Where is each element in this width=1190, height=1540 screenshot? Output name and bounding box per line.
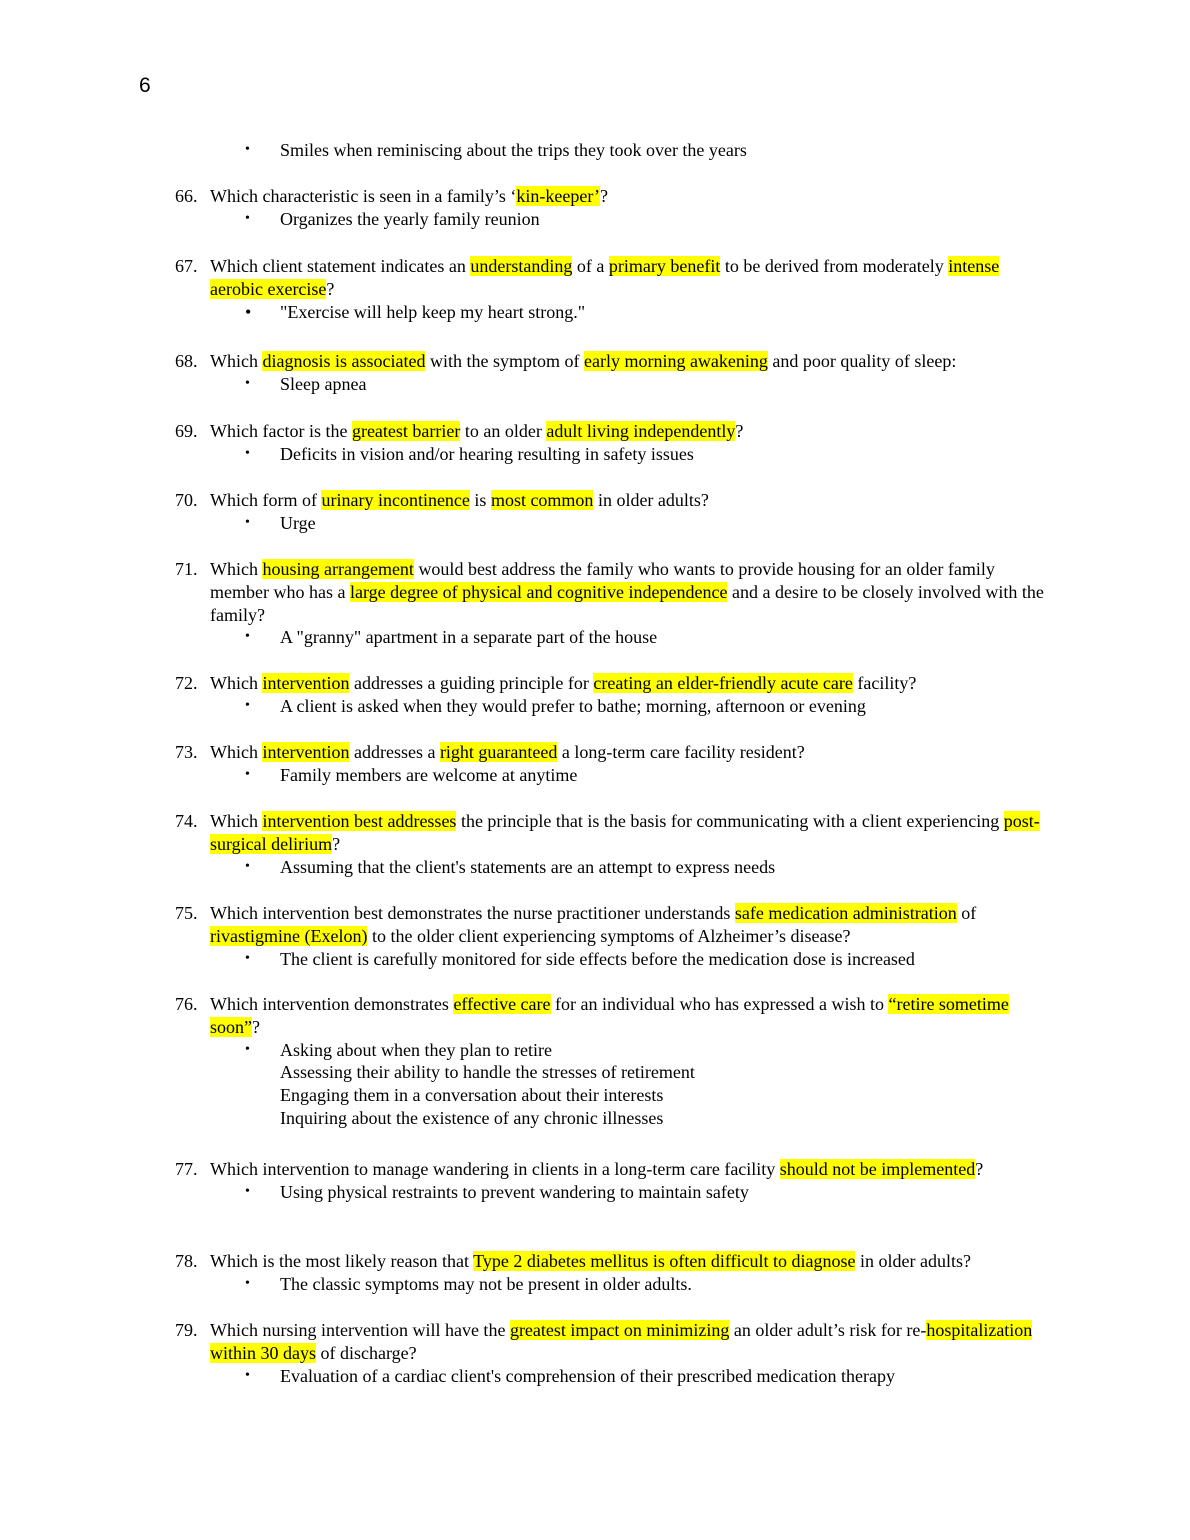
question-item [175, 810, 1055, 878]
question-text-segment: to be derived from moderately [720, 256, 949, 276]
highlighted-phrase: diagnosis is associated [262, 351, 426, 371]
answer-text: A client is asked when they would prefer to bathe; morning, afternoon or evening [280, 695, 866, 716]
answer-item [245, 764, 1055, 787]
question-text-segment: Which characteristic is seen in a family’s ‘ [210, 186, 517, 206]
question-text-segment: Which [210, 742, 263, 762]
bullet-icon: • [245, 375, 250, 391]
answer-text: Using physical restraints to prevent wandering to maintain safety [280, 1181, 749, 1202]
highlighted-phrase: most common [490, 490, 594, 510]
bullet-icon: • [245, 514, 250, 530]
highlighted-phrase: rivastigmine (Exelon) [210, 925, 368, 946]
answer-text: Asking about when they plan to retire [280, 1039, 552, 1060]
question-text [210, 741, 1055, 764]
bullet-icon: • [245, 445, 250, 461]
answer-text: Assuming that the client's statements are an attempt to express needs [280, 856, 776, 877]
question-text [210, 1319, 1055, 1365]
answer-item [245, 1273, 1055, 1296]
answer-item [245, 626, 1055, 649]
question-text-segment: ? [600, 186, 609, 206]
answer-item [245, 1181, 1055, 1204]
answer-item [245, 443, 1055, 466]
highlighted-phrase: “retire sometime soon” [210, 994, 1009, 1037]
answer-text: Family members are welcome at anytime [280, 764, 578, 785]
question-text-segment: facility? [852, 673, 917, 693]
leading-answer [245, 139, 1160, 162]
bullet-icon: • [245, 301, 252, 322]
answer-item [245, 1107, 1055, 1130]
bullet-icon: • [245, 766, 250, 782]
answer-item [245, 856, 1055, 879]
bullet-icon: • [245, 1275, 250, 1291]
answer-item [245, 695, 1055, 718]
question-text-segment: ? [735, 421, 744, 441]
answer-item [245, 1365, 1055, 1388]
highlighted-phrase: right guaranteed [439, 742, 558, 762]
highlighted-phrase: urinary incontinence [321, 490, 470, 510]
question-text-segment: to an older [460, 421, 547, 441]
highlighted-phrase: safe medication administration [734, 903, 957, 923]
question-number: 71. [175, 559, 198, 579]
highlighted-phrase: greatest barrier [351, 421, 461, 441]
bullet-icon: • [245, 950, 250, 966]
answer-text: Smiles when reminiscing about the trips they took over the years [280, 140, 747, 160]
question-text-segment: is [469, 490, 491, 510]
bullet-icon: • [245, 142, 250, 157]
bullet-icon: • [245, 629, 250, 645]
answer-text: Organizes the yearly family reunion [280, 208, 540, 229]
question-text-segment: Which client statement indicates an [210, 256, 471, 276]
answer-item [245, 1084, 1055, 1107]
question-item [175, 902, 1055, 970]
answer-item [245, 1039, 1055, 1062]
question-number: 70. [175, 490, 198, 510]
answer-text: Engaging them in a conversation about their interests [280, 1085, 664, 1106]
question-text-segment: ? [975, 1159, 984, 1179]
question-number: 69. [175, 421, 198, 441]
question-text-segment: of discharge? [316, 1342, 417, 1363]
highlighted-phrase: large degree of physical and cognitive independence [349, 581, 728, 602]
question-text-segment: Which [210, 811, 263, 831]
answer-item [245, 1061, 1055, 1084]
question-text-segment: Which intervention demonstrates [210, 994, 454, 1014]
answer-text: Deficits in vision and/or hearing resulting in safety issues [280, 443, 694, 464]
question-text-segment: ? [332, 833, 341, 854]
question-text-segment: Which [210, 351, 263, 371]
answer-item [245, 948, 1055, 971]
question-number: 78. [175, 1251, 198, 1271]
highlighted-phrase: Type 2 diabetes mellitus is often difficult to diagnose [473, 1251, 856, 1271]
question-text-segment: Which is the most likely reason that [210, 1251, 474, 1271]
answer-item [245, 512, 1055, 535]
highlighted-phrase: primary benefit [608, 256, 721, 276]
question-text-segment: to the older client experiencing symptoms of Alzheimer’s disease? [367, 925, 851, 946]
question-text-segment: ? [252, 1016, 260, 1037]
bullet-icon: • [245, 697, 250, 713]
question-number: 74. [175, 811, 198, 831]
question-item [175, 350, 1055, 396]
question-text-segment: Which intervention best demonstrates the nurse practitioner understands [210, 903, 735, 923]
bullet-icon: • [245, 210, 250, 226]
bullet-icon: • [245, 1183, 250, 1199]
question-number: 67. [175, 256, 198, 276]
question-text-segment: Which nursing intervention will have the [210, 1320, 510, 1340]
question-text-segment: Which [210, 559, 263, 579]
answer-item [245, 208, 1055, 231]
question-text-segment: Which [210, 673, 263, 693]
highlighted-phrase: understanding [470, 256, 573, 276]
highlighted-phrase: greatest impact on minimizing [509, 1320, 730, 1340]
highlighted-phrase: intervention best addresses [262, 811, 457, 831]
question-text-segment: a long-term care facility resident? [557, 742, 805, 762]
question-item [175, 1158, 1055, 1204]
question-text-segment: of a [572, 256, 609, 276]
highlighted-phrase: creating an elder-friendly acute care [593, 673, 853, 693]
question-text [210, 489, 1055, 512]
question-item [175, 993, 1055, 1130]
question-item [175, 1319, 1055, 1387]
question-text-segment: addresses a [349, 742, 440, 762]
answer-text: Inquiring about the existence of any chronic illnesses [280, 1107, 664, 1128]
question-text-segment: in older adults? [593, 490, 709, 510]
question-text-segment: ? [326, 278, 335, 299]
highlighted-phrase: kin-keeper’ [516, 186, 601, 206]
question-text [210, 993, 1055, 1039]
question-text-segment: addresses a guiding principle for [349, 673, 594, 693]
answer-text: Evaluation of a cardiac client's comprehension of their prescribed medication therapy [280, 1365, 895, 1386]
question-text [210, 255, 1055, 301]
question-item [175, 672, 1055, 718]
answer-text: Assessing their ability to handle the stresses of retirement [280, 1062, 695, 1083]
question-item [175, 1250, 1055, 1296]
highlighted-phrase: effective care [453, 994, 551, 1014]
question-number: 75. [175, 903, 198, 923]
answer-text: Sleep apnea [280, 373, 367, 394]
question-number: 68. [175, 351, 198, 371]
highlighted-phrase: intense aerobic exercise [210, 256, 1000, 299]
highlighted-phrase: housing arrangement [262, 559, 414, 579]
question-text [210, 558, 1055, 626]
highlighted-phrase: adult living independently [546, 421, 736, 441]
question-text-segment: and poor quality of sleep: [767, 351, 957, 371]
bullet-icon: • [245, 1041, 250, 1057]
question-number: 66. [175, 186, 198, 206]
question-text-segment: with the symptom of [425, 351, 584, 371]
question-text-segment: Which form of [210, 490, 322, 510]
bullet-icon: • [245, 1367, 250, 1383]
question-text [210, 902, 1055, 948]
highlighted-phrase: post-surgical delirium [210, 811, 1040, 854]
question-number: 76. [175, 994, 198, 1014]
answer-text: "Exercise will help keep my heart strong." [280, 301, 586, 322]
question-text-segment: would best address the family who wants to provide housing for an older family member who has a [210, 559, 995, 602]
question-text-segment: and a desire to be closely involved with the family? [210, 581, 1044, 625]
question-text [210, 1158, 1055, 1181]
page-number: 6 [139, 74, 151, 97]
question-text [210, 1250, 1055, 1273]
question-text [210, 420, 1055, 443]
question-text [210, 810, 1055, 856]
question-text-segment: in older adults? [855, 1251, 971, 1271]
highlighted-phrase: early morning awakening [583, 351, 768, 371]
question-text [210, 350, 1055, 373]
highlighted-phrase: should not be implemented [779, 1159, 976, 1179]
answer-text: Urge [280, 512, 316, 533]
answer-item [245, 301, 1055, 324]
question-item [175, 558, 1055, 649]
question-number: 77. [175, 1159, 198, 1179]
question-text [210, 185, 1055, 208]
question-number: 73. [175, 742, 198, 762]
answer-item [245, 373, 1055, 396]
bullet-icon: • [245, 858, 250, 874]
question-text-segment: an older adult’s risk for re- [729, 1320, 927, 1340]
question-text-segment: Which intervention to manage wandering in clients in a long-term care facility [210, 1159, 780, 1179]
question-text-segment: of [956, 903, 977, 923]
highlighted-phrase: intervention [262, 673, 350, 693]
highlighted-phrase: intervention [262, 742, 350, 762]
answer-text: The client is carefully monitored for side effects before the medication dose is increased [280, 948, 915, 969]
question-number: 72. [175, 673, 198, 693]
question-item [175, 185, 1055, 231]
question-text-segment: for an individual who has expressed a wish to [550, 994, 889, 1014]
highlighted-phrase: hospitalization within 30 days [210, 1320, 1033, 1363]
question-item [175, 420, 1055, 466]
question-item [175, 741, 1055, 787]
question-text-segment: Which factor is the [210, 421, 352, 441]
answer-text: The classic symptoms may not be present in older adults. [280, 1273, 692, 1294]
answer-text: A "granny" apartment in a separate part of the house [280, 627, 658, 648]
question-text-segment: the principle that is the basis for communicating with a client experiencing [456, 811, 1004, 831]
question-number: 79. [175, 1320, 198, 1340]
question-item [175, 489, 1055, 535]
question-item [175, 255, 1055, 323]
question-text [210, 672, 1055, 695]
